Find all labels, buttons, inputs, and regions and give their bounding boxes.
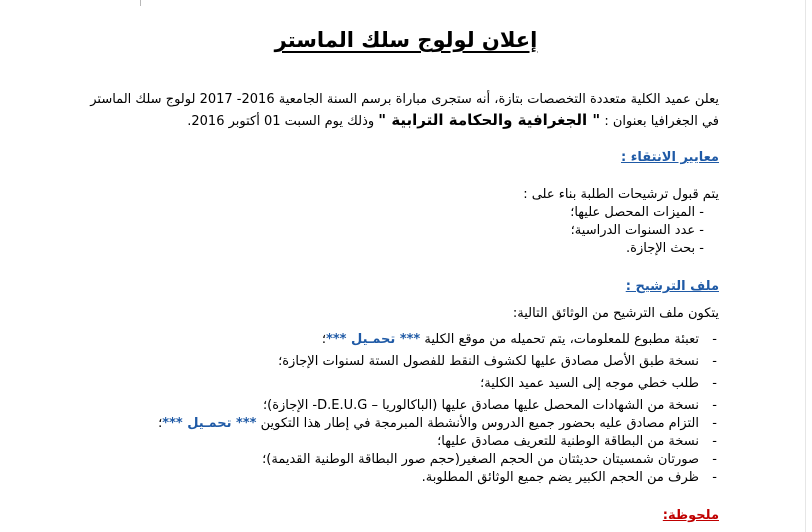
download-link-info-form[interactable]: *** تحمـيل ***	[326, 332, 421, 347]
document-item: - نسخة طبق الأصل مصادق عليها لكشوف النقط للفصول الستة لسنوات الإجازة؛	[278, 354, 717, 369]
announcement-title: إعلان لولوج سلك الماستر	[274, 28, 538, 52]
criteria-item: - عدد السنوات الدراسية؛	[570, 223, 704, 238]
document-item: - نسخة من الشهادات المحصل عليها مصادق عليها (الباكالوريا – D.E.U.G- الإجازة)؛	[262, 398, 717, 413]
intro-suffix: وذلك يوم السبت 01 أكتوبر 2016.	[187, 114, 379, 129]
page-edge	[805, 0, 806, 532]
program-name: " الجغرافية والحكامة الترابية "	[378, 111, 601, 129]
intro-line-2	[187, 111, 719, 129]
document-item: - التزام مصادق عليه بحضور جميع الدروس والأنشطة المبرمجة في إطار هذا التكوين *** تحمـيل ***؛	[158, 416, 717, 431]
download-link-commitment[interactable]: *** تحمـيل ***	[162, 416, 257, 431]
document-item: - ظرف من الحجم الكبير يضم جميع الوثائق المطلوبة.	[421, 470, 717, 485]
intro-prefix: في الجغرافيا بعنوان :	[600, 114, 719, 129]
document-item: - طلب خطي موجه إلى السيد عميد الكلية؛	[480, 376, 717, 391]
criteria-heading: معايير الانتقاء :	[620, 150, 719, 165]
criteria-item: - الميزات المحصل عليها؛	[570, 205, 704, 220]
file-heading: ملف الترشيح :	[625, 279, 719, 294]
criteria-item: - بحث الإجازة.	[626, 241, 704, 256]
file-intro: يتكون ملف الترشيح من الوثائق التالية:	[512, 306, 719, 321]
document-item: - صورتان شمسيتان حديثتان من الحجم الصغير(حجم صور البطاقة الوطنية القديمة)؛	[262, 452, 717, 467]
document-item: - تعبئة مطبوع للمعلومات، يتم تحميله من موقع الكلية *** تحمـيل ***؛	[321, 332, 717, 347]
document-item: - نسخة من البطاقة الوطنية للتعريف مصادق عليها؛	[437, 434, 717, 449]
page-corner-mark	[140, 0, 141, 6]
intro-line-1: يعلن عميد الكلية متعددة التخصصات بتازة، أنه ستجرى مباراة برسم السنة الجامعية 2016- 2017 لولوج سلك الماستر	[90, 92, 719, 107]
criteria-intro: يتم قبول ترشيحات الطلبة بناء على :	[523, 187, 719, 202]
note-heading: ملحوظة:	[662, 508, 719, 523]
